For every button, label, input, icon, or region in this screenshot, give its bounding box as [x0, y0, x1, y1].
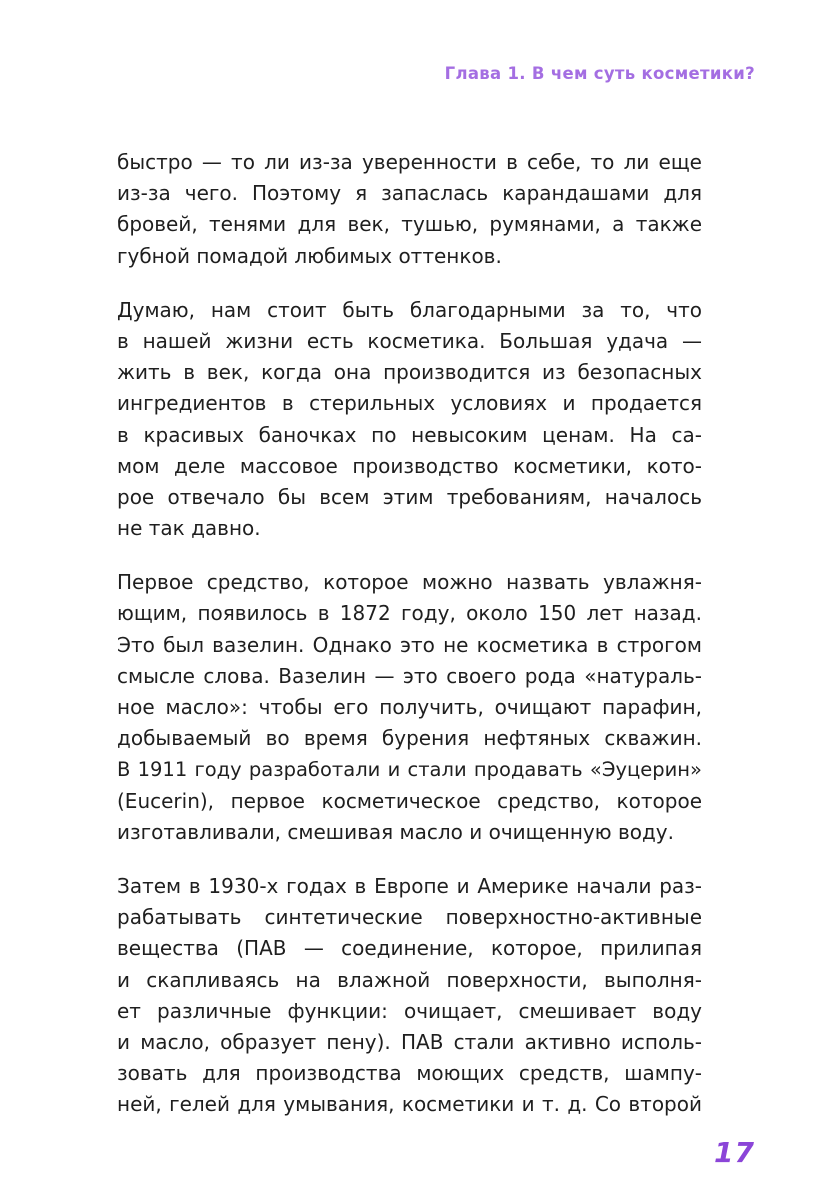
text-line: из-за чего. Поэтому я запаслась карандашами для: [117, 181, 702, 206]
text-line: ющим, появилось в 1872 году, около 150 лет назад.: [117, 601, 702, 626]
text-line: рабатывать синтетические поверхностно-активные: [117, 905, 702, 930]
text-line: изготавливали, смешивая масло и очищенную воду.: [117, 819, 675, 844]
body-text: [117, 147, 702, 1143]
text-line: зовать для производства моющих средств, шампу-: [117, 1061, 702, 1086]
text-line: жить в век, когда она производится из безопасных: [117, 360, 702, 385]
text-line: ней, гелей для умывания, косметики и т. д. Со второй: [117, 1092, 702, 1117]
text-line: В 1911 году разработали и стали продавать «Эуцерин»: [117, 758, 702, 782]
text-line: не так давно.: [117, 516, 261, 541]
text-line: (Eucerin), первое косметическое средство, которое: [117, 788, 702, 813]
text-line: Думаю, нам стоит быть благодарными за то, что: [117, 297, 702, 322]
text-line: и масло, образует пену). ПАВ стали активно исполь-: [117, 1029, 702, 1054]
text-line: вещества (ПАВ — соединение, которое, прилипая: [117, 936, 702, 961]
text-line: бровей, тенями для век, тушью, румянами, а также: [117, 212, 702, 237]
text-line: мом деле массовое производство косметики, кото-: [117, 453, 702, 478]
text-line: ное масло»: чтобы его получить, очищают парафин,: [117, 695, 702, 719]
text-line: Это был вазелин. Однако это не косметика в строгом: [117, 632, 702, 657]
text-line: губной помадой любимых оттенков.: [117, 243, 502, 268]
text-line: в красивых баночках по невысоким ценам. На са-: [117, 422, 702, 447]
text-line: в нашей жизни есть косметика. Большая удача —: [117, 328, 702, 353]
text-line: быстро — то ли из-за уверенности в себе, то ли еще: [117, 150, 702, 174]
running-head-chapter-title: Глава 1. В чем суть косметики?: [444, 64, 755, 83]
text-line: ет различные функции: очищает, смешивает воду: [117, 998, 702, 1023]
text-line: Первое средство, которое можно назвать увлажня-: [117, 570, 702, 595]
text-line: ингредиентов в стерильных условиях и продается: [117, 391, 702, 416]
text-line: добываемый во время бурения нефтяных скважин.: [117, 726, 702, 751]
text-line: Затем в 1930-х годах в Европе и Америке начали раз-: [117, 873, 702, 898]
paragraph-3: [117, 567, 702, 848]
page-number: 17: [714, 1136, 755, 1169]
paragraph-2: [117, 295, 702, 545]
text-line: рое отвечало бы всем этим требованиям, началось: [117, 484, 702, 509]
paragraph-1: [117, 147, 702, 272]
paragraph-4: [117, 871, 702, 1121]
text-line: смысле слова. Вазелин — это своего рода «натураль-: [117, 663, 702, 688]
text-line: и скапливаясь на влажной поверхности, выполня-: [117, 967, 702, 992]
